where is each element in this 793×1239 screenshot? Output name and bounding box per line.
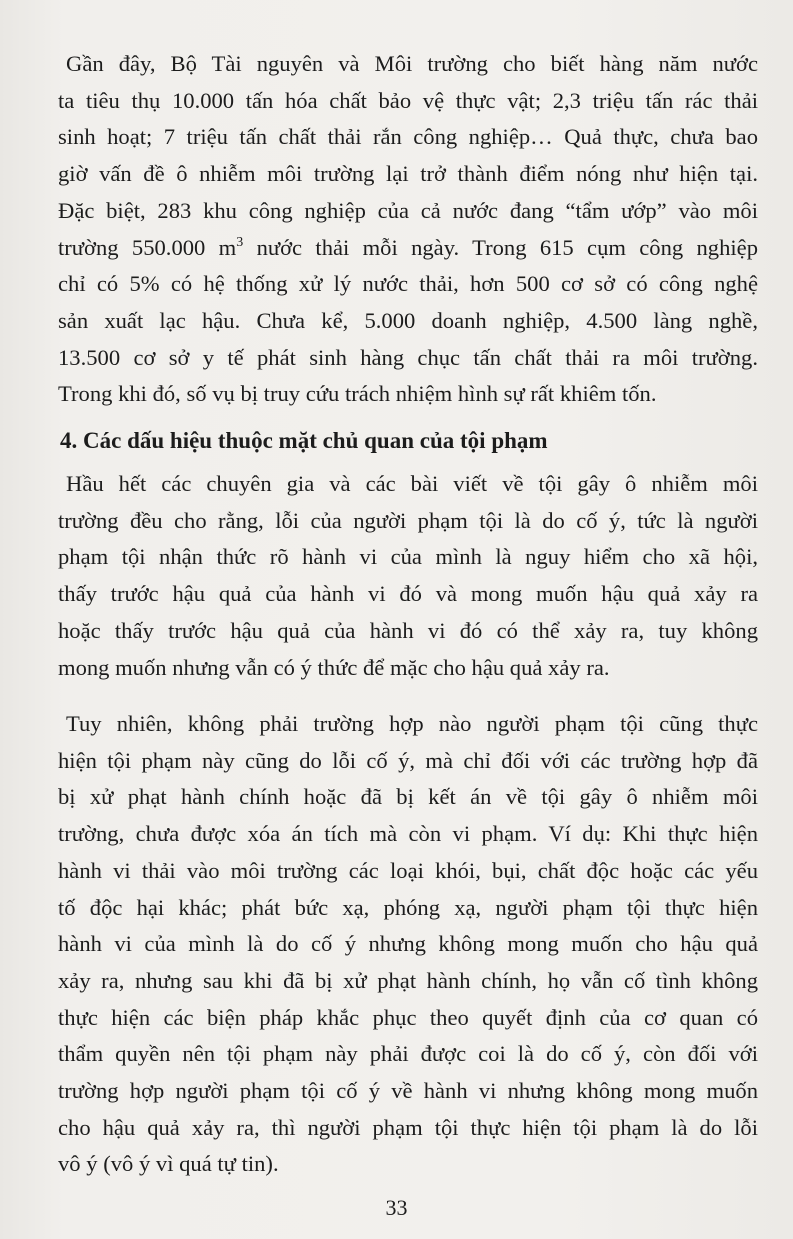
text-line: trường, chưa được xóa án tích mà còn vi phạm. Ví dụ: Khi thực hiện — [58, 821, 758, 847]
text-line: Đặc biệt, 283 khu công nghiệp của cả nước đang “tẩm ướp” vào môi — [58, 197, 758, 223]
text-line: mong muốn nhưng vẫn có ý thức để mặc cho hậu quả xảy ra. — [58, 654, 610, 680]
text-line: vô ý (vô ý vì quá tự tin). — [58, 1151, 279, 1177]
paragraph-pollution-statistics — [58, 46, 758, 413]
text-line: ta tiêu thụ 10.000 tấn hóa chất bảo vệ thực vật; 2,3 triệu tấn rác thải — [58, 87, 758, 113]
text-line: chỉ có 5% có hệ thống xử lý nước thải, hơn 500 cơ sở có công nghệ — [58, 271, 758, 297]
text-line: sản xuất lạc hậu. Chưa kể, 5.000 doanh nghiệp, 4.500 làng nghề, — [58, 307, 758, 333]
text-line: cho hậu quả xảy ra, thì người phạm tội thực hiện tội phạm là do lỗi — [58, 1114, 758, 1140]
text-line: sinh hoạt; 7 triệu tấn chất thải rắn công nghiệp… Quả thực, chưa bao — [58, 124, 758, 150]
section-heading: 4. Các dấu hiệu thuộc mặt chủ quan của tội phạm — [60, 428, 548, 453]
text-line: thực hiện các biện pháp khắc phục theo quyết định của cơ quan có — [58, 1004, 758, 1030]
text-line: Hầu hết các chuyên gia và các bài viết về tội gây ô nhiễm môi — [66, 471, 758, 496]
paragraph-intent-opinion — [58, 466, 758, 686]
text-line: thấy trước hậu quả của hành vi đó và mong muốn hậu quả xảy ra — [58, 581, 758, 607]
text-line: 13.500 cơ sở y tế phát sinh hàng chục tấn chất thải ra môi trường. — [58, 344, 758, 370]
text-line: trường đều cho rằng, lỗi của người phạm tội là do cố ý, tức là người — [58, 507, 758, 533]
text-line: Tuy nhiên, không phải trường hợp nào người phạm tội cũng thực — [66, 711, 758, 736]
text-line: phạm tội nhận thức rõ hành vi của mình là nguy hiểm cho xã hội, — [58, 544, 758, 570]
text-line: hành vi thải vào môi trường các loại khói, bụi, chất độc hoặc các yếu — [58, 857, 758, 883]
page-number: 33 — [385, 1195, 408, 1220]
text-line: hiện tội phạm này cũng do lỗi cố ý, mà chỉ đối với các trường hợp đã — [58, 747, 758, 773]
text-fragment: nước thải mỗi ngày. Trong 615 cụm công nghiệp — [243, 234, 759, 260]
text-line: bị xử phạt hành chính hoặc đã bị kết án về tội gây ô nhiễm môi — [58, 784, 758, 810]
text-line: Trong khi đó, số vụ bị truy cứu trách nhiệm hình sự rất khiêm tốn. — [58, 381, 657, 407]
paragraph-intent-exceptions — [58, 706, 758, 1183]
text-line: xảy ra, nhưng sau khi đã bị xử phạt hành chính, họ vẫn cố tình không — [58, 967, 758, 993]
text-line: giờ vấn đề ô nhiễm môi trường lại trở thành điểm nóng như hiện tại. — [58, 161, 758, 187]
superscript: 3 — [236, 234, 244, 250]
text-line: Gần đây, Bộ Tài nguyên và Môi trường cho biết hàng năm nước — [66, 51, 758, 76]
text-line: thẩm quyền nên tội phạm này phải được coi là do cố ý, còn đối với — [58, 1041, 758, 1067]
text-line-with-superscript — [58, 230, 758, 267]
text-line: hành vi của mình là do cố ý nhưng không mong muốn cho hậu quả — [58, 931, 758, 957]
text-fragment: trường 550.000 m — [58, 234, 237, 260]
text-line: trường hợp người phạm tội cố ý về hành vi nhưng không mong muốn — [58, 1078, 758, 1104]
text-line: tố độc hại khác; phát bức xạ, phóng xạ, người phạm tội thực hiện — [58, 894, 758, 920]
text-line: hoặc thấy trước hậu quả của hành vi đó có thể xảy ra, tuy không — [58, 617, 758, 643]
